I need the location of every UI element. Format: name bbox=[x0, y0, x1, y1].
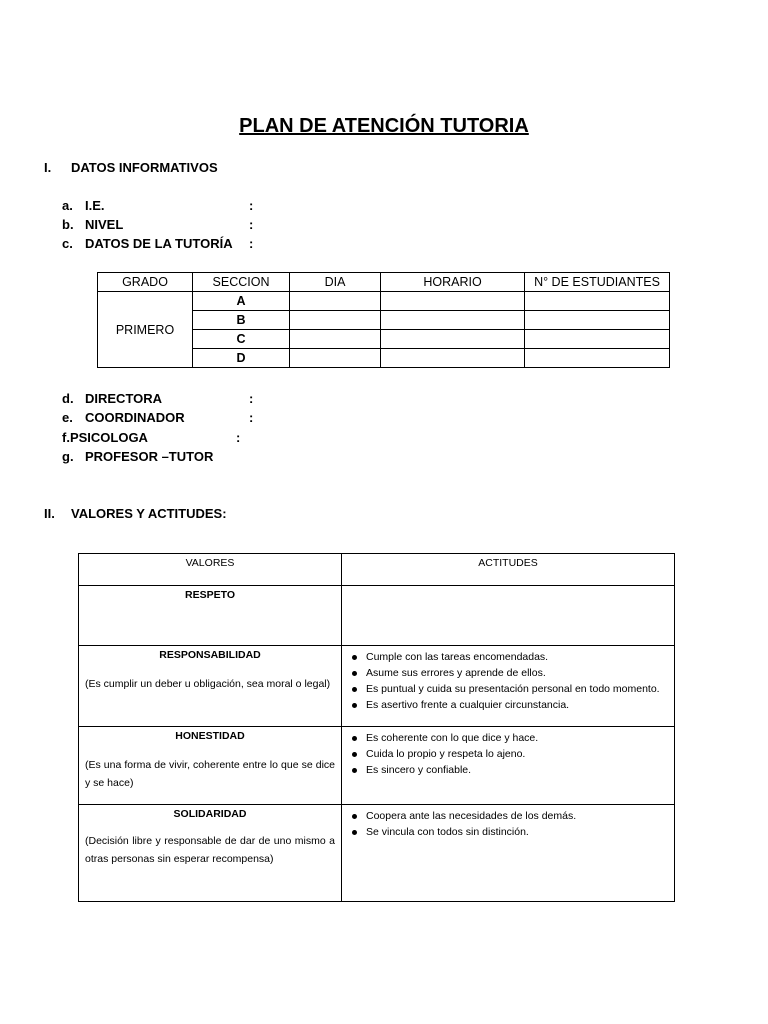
list-item: Asume sus errores y aprende de ellos. bbox=[366, 665, 668, 681]
value-cell bbox=[79, 805, 342, 902]
cell-horario bbox=[381, 349, 525, 368]
cell-seccion: C bbox=[193, 330, 290, 349]
header-horario: HORARIO bbox=[381, 273, 525, 292]
page-title: PLAN DE ATENCIÓN TUTORIA bbox=[239, 115, 529, 137]
field-letter: d. bbox=[62, 391, 74, 406]
field-letter: g. bbox=[62, 449, 74, 464]
cell-horario bbox=[381, 330, 525, 349]
field-colon: : bbox=[249, 391, 254, 406]
section-label: VALORES Y ACTITUDES: bbox=[71, 506, 227, 521]
cell-estudiantes bbox=[525, 330, 670, 349]
cell-estudiantes bbox=[525, 349, 670, 368]
table-row bbox=[79, 646, 675, 727]
header-seccion: SECCION bbox=[193, 273, 290, 292]
table-row bbox=[79, 805, 675, 902]
table-row bbox=[79, 586, 675, 646]
schedule-table bbox=[97, 272, 670, 368]
field-colon: : bbox=[249, 236, 254, 251]
table-row bbox=[98, 292, 670, 311]
field-label: f.PSICOLOGA bbox=[62, 430, 148, 445]
cell-grado: PRIMERO bbox=[98, 292, 193, 368]
actitudes-cell bbox=[342, 646, 675, 727]
actitudes-list bbox=[348, 808, 668, 840]
actitudes-list bbox=[348, 730, 668, 778]
field-label: NIVEL bbox=[85, 217, 124, 232]
cell-dia bbox=[290, 330, 381, 349]
header-actitudes: ACTITUDES bbox=[342, 554, 675, 586]
list-item: Es sincero y confiable. bbox=[366, 762, 668, 778]
field-letter: e. bbox=[62, 410, 73, 425]
field-letter: b. bbox=[62, 217, 74, 232]
cell-seccion: A bbox=[193, 292, 290, 311]
cell-horario bbox=[381, 311, 525, 330]
value-description: (Decisión libre y responsable de dar de uno mismo a otras personas sin esperar recompensa) bbox=[85, 835, 335, 865]
list-item: Cuida lo propio y respeta lo ajeno. bbox=[366, 746, 668, 762]
value-cell bbox=[79, 586, 342, 646]
table-header-row bbox=[98, 273, 670, 292]
field-colon: : bbox=[249, 217, 254, 232]
list-item: Se vincula con todos sin distinción. bbox=[366, 824, 668, 840]
actitudes-cell bbox=[342, 586, 675, 646]
actitudes-cell bbox=[342, 727, 675, 805]
cell-estudiantes bbox=[525, 292, 670, 311]
field-letter: a. bbox=[62, 198, 73, 213]
value-name: SOLIDARIDAD bbox=[173, 808, 247, 820]
section-number: I. bbox=[44, 160, 52, 175]
actitudes-list bbox=[348, 649, 668, 713]
cell-dia bbox=[290, 349, 381, 368]
value-name: RESPONSABILIDAD bbox=[159, 649, 261, 661]
field-colon: : bbox=[249, 198, 254, 213]
field-colon: : bbox=[249, 410, 254, 425]
list-item: Es puntual y cuida su presentación personal en todo momento. bbox=[366, 681, 668, 697]
field-label: PROFESOR –TUTOR bbox=[85, 449, 214, 464]
cell-dia bbox=[290, 292, 381, 311]
list-item: Es asertivo frente a cualquier circunstancia. bbox=[366, 697, 668, 713]
actitudes-cell bbox=[342, 805, 675, 902]
header-dia: DIA bbox=[290, 273, 381, 292]
field-letter: c. bbox=[62, 236, 73, 251]
list-item: Coopera ante las necesidades de los demás. bbox=[366, 808, 668, 824]
cell-horario bbox=[381, 292, 525, 311]
section-number: II. bbox=[44, 506, 55, 521]
values-table bbox=[78, 553, 675, 902]
table-row bbox=[79, 727, 675, 805]
header-num-estudiantes: N° DE ESTUDIANTES bbox=[525, 273, 670, 292]
field-label: COORDINADOR bbox=[85, 410, 185, 425]
value-cell bbox=[79, 727, 342, 805]
field-label: DIRECTORA bbox=[85, 391, 163, 406]
list-item: Es coherente con lo que dice y hace. bbox=[366, 730, 668, 746]
field-colon: : bbox=[236, 430, 241, 445]
value-cell bbox=[79, 646, 342, 727]
value-description: (Es una forma de vivir, coherente entre lo que se dice y se hace) bbox=[85, 759, 335, 789]
cell-seccion: B bbox=[193, 311, 290, 330]
cell-seccion: D bbox=[193, 349, 290, 368]
cell-dia bbox=[290, 311, 381, 330]
header-grado: GRADO bbox=[98, 273, 193, 292]
field-label: DATOS DE LA TUTORÍA bbox=[85, 236, 233, 251]
value-description: (Es cumplir un deber u obligación, sea moral o legal) bbox=[85, 678, 331, 690]
value-name: RESPETO bbox=[185, 589, 235, 601]
value-name: HONESTIDAD bbox=[175, 730, 245, 742]
cell-estudiantes bbox=[525, 311, 670, 330]
section-label: DATOS INFORMATIVOS bbox=[71, 160, 218, 175]
table-header-row bbox=[79, 554, 675, 586]
header-valores: VALORES bbox=[79, 554, 342, 586]
list-item: Cumple con las tareas encomendadas. bbox=[366, 649, 668, 665]
field-label: I.E. bbox=[85, 198, 105, 213]
